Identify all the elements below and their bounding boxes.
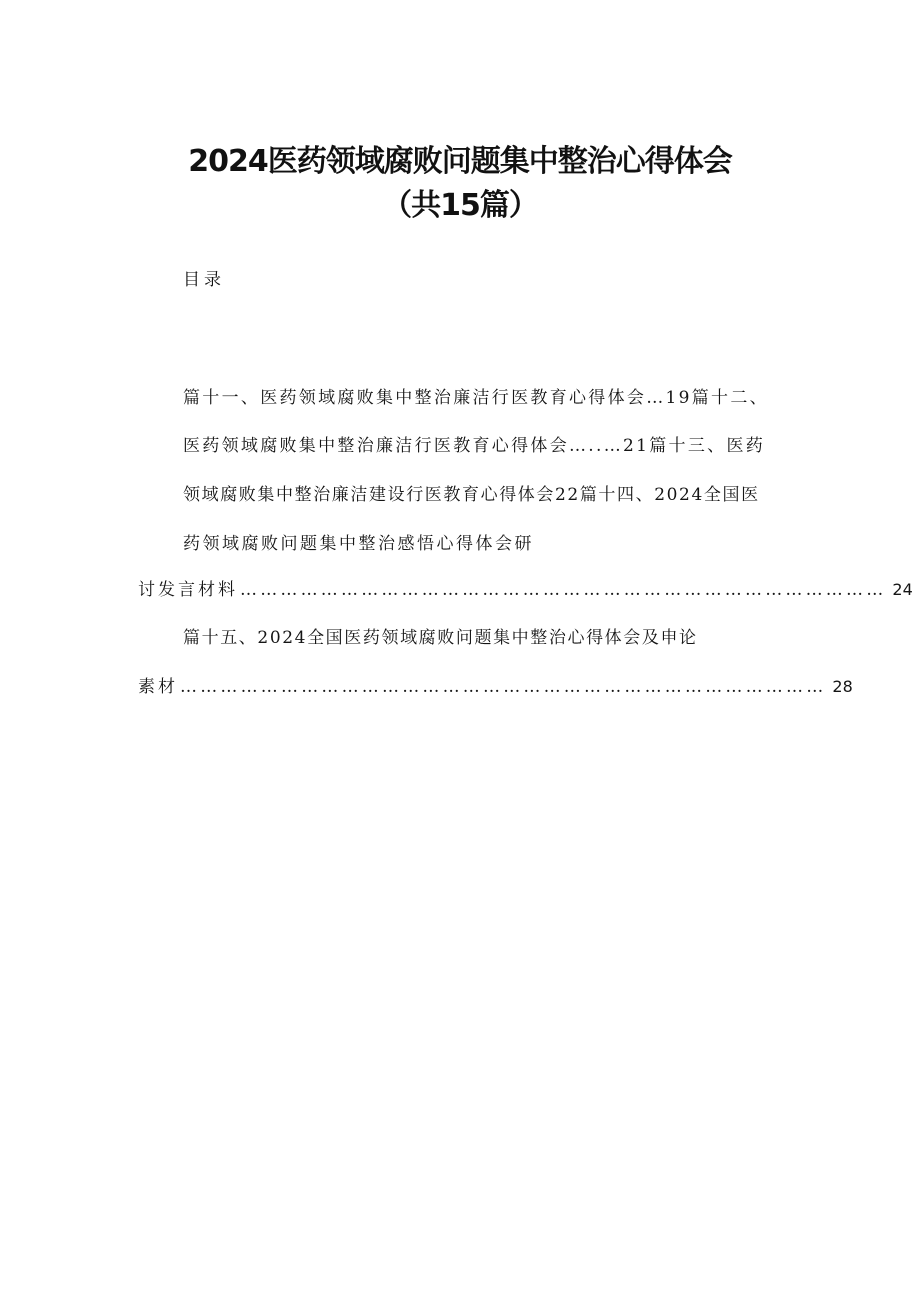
toc-line[interactable]: 篇十一、医药领域腐败集中整治廉洁行医教育心得体会…19篇十二、 — [183, 388, 769, 408]
toc-entry-text: 素材 — [138, 677, 178, 697]
toc-entry-14-tail[interactable] — [138, 578, 913, 602]
toc-page-number: 28 — [832, 677, 853, 696]
toc-entry-text: 讨发言材料 — [138, 580, 238, 600]
document-subtitle-count: （共15篇） — [382, 188, 538, 223]
toc-entry-15-tail[interactable] — [138, 675, 853, 699]
toc-heading: 目录 — [183, 270, 225, 290]
toc-dot-leader: …………………………………………………………………………………… — [240, 580, 887, 600]
document-title: 2024医药领域腐败问题集中整治心得体会 — [188, 144, 732, 179]
toc-page-number: 24 — [892, 580, 913, 599]
toc-dot-leader: …………………………………………………………………………………… — [180, 677, 827, 697]
toc-line[interactable]: 医药领域腐败集中整治廉洁行医教育心得体会…..…21篇十三、医药 — [183, 436, 766, 456]
toc-line[interactable]: 领域腐败集中整治廉洁建设行医教育心得体会22篇十四、2024全国医 — [183, 485, 760, 505]
toc-line[interactable]: 药领域腐败问题集中整治感悟心得体会研 — [183, 534, 534, 554]
toc-line[interactable]: 篇十五、2024全国医药领域腐败问题集中整治心得体会及申论 — [183, 628, 698, 648]
